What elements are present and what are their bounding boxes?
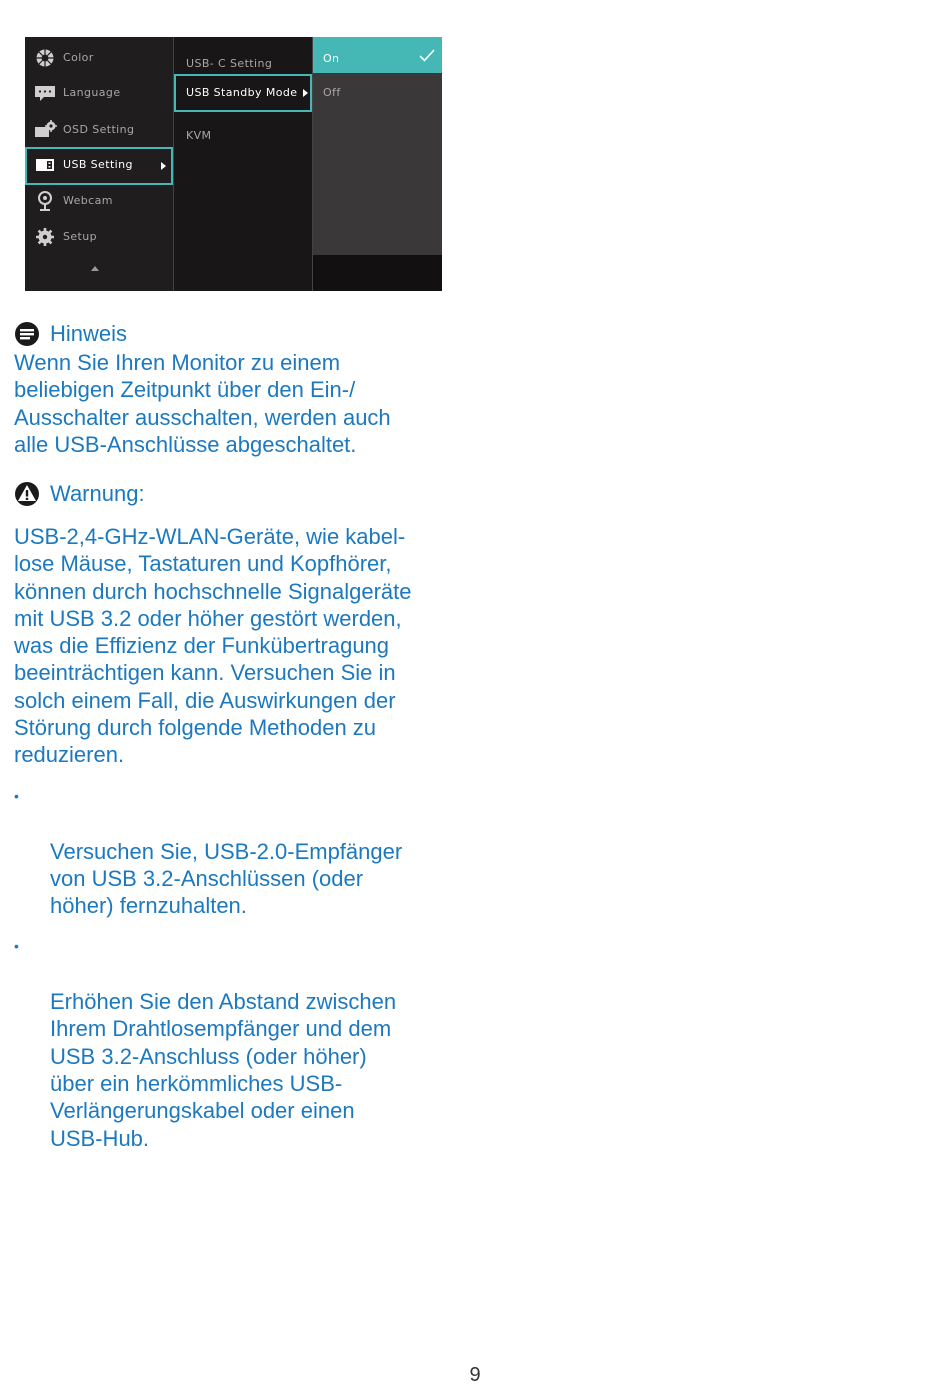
menu-item-color[interactable] (25, 40, 173, 76)
menu-item-webcam[interactable] (25, 183, 173, 219)
menu-item-osd-setting[interactable] (25, 112, 173, 148)
submenu-item-label: KVM (186, 129, 212, 142)
submenu-item-kvm[interactable] (174, 115, 312, 151)
list-item (14, 783, 454, 919)
list-item-text: Versuchen Sie, USB-2.0-Empfänger von USB 3.2-Anschlüssen (oder höher) fernzuhalten. (50, 838, 403, 919)
list-item-text: Erhöhen Sie den Abstand zwischen Ihrem Drahtlosempfänger und dem USB 3.2-Anschluss (oder höher) über ein herkömmliches USB- Verlängerungskabel oder einen USB-Hub. (50, 989, 397, 1151)
menu-item-label: USB Setting (63, 158, 133, 171)
option-off[interactable] (313, 71, 442, 107)
bullet-icon: • (14, 788, 19, 804)
menu-item-label: Language (63, 86, 121, 99)
warning-heading (14, 481, 145, 507)
menu-item-label: Webcam (63, 194, 113, 207)
note-title: Hinweis (50, 321, 128, 346)
bullet-icon: • (14, 938, 19, 955)
menu-item-setup[interactable] (25, 219, 173, 255)
submenu-arrow-icon (303, 89, 308, 97)
options-column (313, 37, 442, 291)
submenu-column (174, 37, 312, 291)
menu-item-label: Setup (63, 230, 98, 243)
note-heading (14, 321, 127, 347)
submenu-item-label: USB Standby Mode (186, 86, 298, 99)
option-label: Off (323, 86, 341, 99)
submenu-arrow-icon (161, 162, 166, 170)
menu-item-language[interactable] (25, 75, 173, 111)
scroll-up-icon[interactable] (91, 266, 99, 271)
usb-setting-icon (35, 155, 55, 175)
checkmark-icon (419, 49, 435, 62)
main-menu-column (25, 37, 173, 291)
menu-item-usb-setting[interactable] (25, 147, 173, 185)
warning-text: USB-2,4-GHz-WLAN-Geräte, wie kabel- lose Mäuse, Tastaturen und Kopfhörer, können durch hochschnelle Signalgeräte mit USB 3.2 oder höher gestört werden, was die Effizienz der Funkübertragung beeinträchtigen kann. Versuchen Sie in solch einem Fall, die Auswirkungen der Störung durch folgende Methoden zu reduzieren. (14, 524, 412, 768)
menu-item-label: OSD Setting (63, 123, 135, 136)
color-icon (35, 48, 55, 68)
language-icon (35, 83, 55, 103)
page-number: 9 (469, 1364, 481, 1386)
note-text: Wenn Sie Ihren Monitor zu einem beliebigen Zeitpunkt über den Ein-/ Ausschalter ausschalten, werden auch alle USB-Anschlüsse abgeschaltet. (14, 350, 391, 457)
note-icon (14, 321, 40, 347)
warning-title: Warnung: (50, 481, 145, 506)
list-item (14, 933, 454, 1151)
osd-menu-screenshot (25, 37, 442, 291)
warning-bullet-list (14, 783, 454, 1166)
submenu-item-usb-standby-mode[interactable] (174, 74, 312, 112)
submenu-item-label: USB- C Setting (186, 57, 273, 70)
option-label: On (323, 52, 340, 65)
menu-item-label: Color (63, 51, 94, 64)
option-on[interactable] (313, 37, 442, 73)
webcam-icon (35, 191, 55, 211)
osd-setting-icon (35, 120, 57, 140)
setup-icon (35, 227, 55, 247)
warning-icon (14, 481, 40, 507)
